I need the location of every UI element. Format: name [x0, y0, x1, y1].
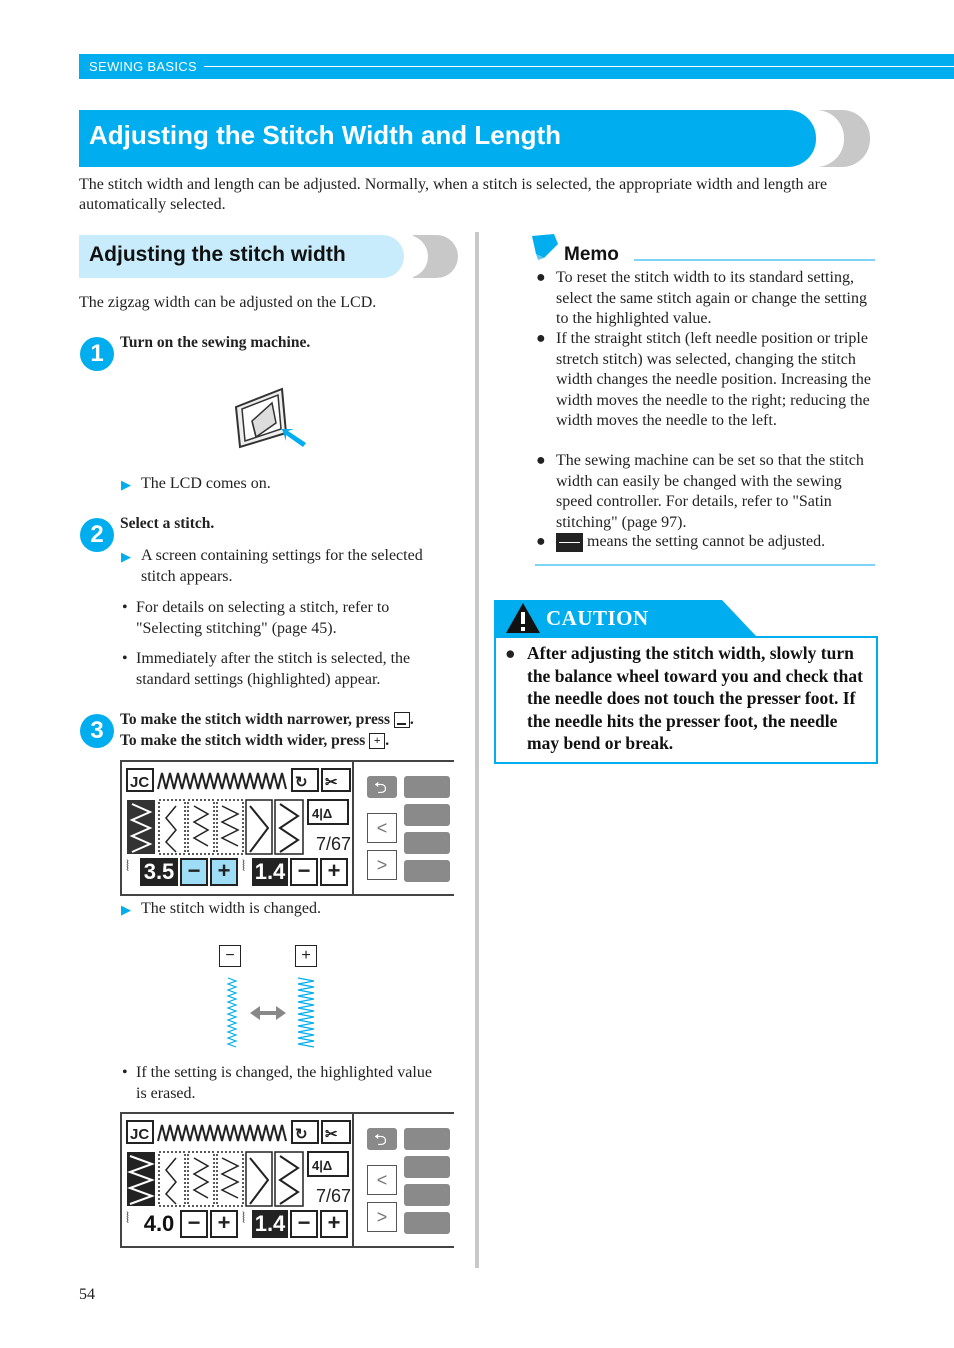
lcd-main-panel: [120, 762, 354, 894]
presser-foot-button[interactable]: [404, 832, 450, 854]
result-arrow-icon: ▶: [121, 477, 131, 492]
step-2-bullet-2: Immediately after the stitch is selected, the standard settings (highlighted) appear.: [136, 650, 411, 688]
back-button[interactable]: [367, 1128, 397, 1150]
bullet-icon: ●: [536, 269, 546, 286]
result-arrow-icon: ▶: [121, 549, 131, 564]
page-title: Adjusting the Stitch Width and Length: [89, 120, 562, 150]
width-zigzag-icon: ⦚: [126, 858, 130, 875]
minus-key-icon: [394, 712, 410, 728]
svg-text:✂: ✂: [325, 774, 338, 791]
plus-key-icon: +: [295, 945, 317, 967]
length-icon: ⦚: [242, 1210, 246, 1227]
bullet-dot: •: [122, 599, 128, 616]
width-comparison-icon: [222, 976, 322, 1050]
step-2-result: A screen containing settings for the selected stitch appears.: [141, 547, 423, 585]
width-minus-button[interactable]: −: [180, 1210, 208, 1238]
column-divider: [475, 232, 479, 1268]
memo-item-text: The sewing machine can be set so that the stitch width can easily be changed with the sewing speed controller. For details, refer to "Satin stitching" (page 97).: [556, 452, 864, 531]
step-3-line-2: To make the stitch width wider, press + .: [120, 732, 390, 749]
memo-item: [536, 532, 876, 553]
step-3-line-2-text: To make the stitch width wider, press: [120, 732, 366, 749]
step-2-bullet-1: For details on selecting a stitch, refer to "Selecting stitching" (page 45).: [136, 599, 390, 637]
warning-icon: [504, 601, 542, 635]
memory-button[interactable]: [404, 1156, 450, 1178]
needle-mode-button[interactable]: [404, 1128, 450, 1150]
svg-text:4|Δ: 4|Δ: [312, 1158, 333, 1173]
prev-page-button[interactable]: <: [367, 813, 397, 843]
step-3-line-1: To make the stitch width narrower, press .: [120, 711, 414, 728]
length-minus-button[interactable]: −: [290, 1210, 318, 1238]
bullet-icon: ●: [536, 330, 546, 347]
intro-paragraph: The stitch width and length can be adjusted. Normally, when a stitch is selected, the appropriate width and length are automatically selected.: [79, 176, 828, 213]
length-icon: ⦚: [242, 858, 246, 875]
svg-text:JC: JC: [130, 774, 150, 791]
memo-item-text-tail: means the setting cannot be adjusted.: [587, 533, 826, 550]
needle-mode-button[interactable]: [404, 776, 450, 798]
width-plus-button[interactable]: +: [210, 1210, 238, 1238]
memo-item: [536, 329, 876, 432]
bullet-icon: ●: [536, 533, 546, 550]
svg-text:4|Δ: 4|Δ: [312, 806, 333, 821]
width-zigzag-icon: ⦚: [126, 1210, 130, 1227]
lcd-screen-1: [120, 760, 454, 896]
caution-text: After adjusting the stitch width, slowly turn the balance wheel toward you and check that the needle does not touch the presser foot. If the needle hits the presser foot, the needle may bend or break.: [527, 643, 863, 753]
presser-foot-button[interactable]: [404, 1184, 450, 1206]
back-button[interactable]: [367, 776, 397, 798]
stitch-length-value: 1.4: [252, 858, 288, 886]
svg-text:✂: ✂: [325, 1126, 338, 1143]
length-plus-button[interactable]: +: [320, 1210, 348, 1238]
memo-pencil-icon: [528, 232, 562, 262]
disabled-setting-icon: [556, 533, 583, 552]
stitch-length-value: 1.4: [252, 1210, 288, 1238]
settings-button[interactable]: [404, 860, 450, 882]
step-1-title: Turn on the sewing machine.: [120, 334, 311, 351]
page-number: 54: [79, 1286, 95, 1303]
section-title: Adjusting the stitch width: [89, 243, 346, 266]
step-2-number: 2: [80, 518, 114, 552]
bullet-dot: •: [122, 650, 128, 667]
bullet-icon: ●: [505, 643, 516, 663]
section-label: SEWING BASICS: [89, 59, 197, 74]
header-rule: [204, 66, 954, 67]
step-3-number: 3: [80, 714, 114, 748]
svg-text:↻: ↻: [295, 774, 308, 791]
plus-key-icon: +: [369, 733, 385, 749]
power-switch-icon: [230, 385, 312, 451]
minus-key-icon: −: [219, 945, 241, 967]
step-3-result: The stitch width is changed.: [141, 900, 321, 917]
memo-title: Memo: [564, 244, 619, 265]
memo-item: [536, 451, 876, 533]
memory-button[interactable]: [404, 804, 450, 826]
svg-text:JC: JC: [130, 1126, 150, 1143]
svg-text:↻: ↻: [295, 1126, 308, 1143]
lcd-main-panel: [120, 1114, 354, 1246]
width-plus-button[interactable]: +: [210, 858, 238, 886]
section-lead: The zigzag width can be adjusted on the LCD.: [79, 294, 377, 311]
lcd-screen-2: [120, 1112, 454, 1248]
stitch-count: 7/67: [316, 834, 352, 854]
next-page-button[interactable]: >: [367, 850, 397, 880]
step-3-bullet: If the setting is changed, the highlighted value is erased.: [136, 1064, 432, 1102]
caution-label: CAUTION: [546, 606, 649, 630]
next-page-button[interactable]: >: [367, 1202, 397, 1232]
back-icon: ⮌: [374, 1132, 387, 1149]
length-plus-button[interactable]: +: [320, 858, 348, 886]
memo-item-text: If the straight stitch (left needle position or triple stretch stitch) was selected, changing the stitch width changes the needle position. Increasing the width moves the needle to the right; reducing the width moves the needle to the left.: [556, 330, 872, 429]
bullet-dot: •: [122, 1064, 128, 1081]
stitch-pattern-strip: [126, 1119, 352, 1147]
memo-rule-top: [634, 259, 875, 261]
prev-page-button[interactable]: <: [367, 1165, 397, 1195]
settings-button[interactable]: [404, 1212, 450, 1234]
back-icon: ⮌: [374, 780, 387, 797]
bullet-icon: ●: [536, 452, 546, 469]
memo-rule-bottom: [535, 564, 875, 566]
result-arrow-icon: ▶: [121, 902, 131, 917]
memo-item-text: To reset the stitch width to its standard setting, select the same stitch again or change the setting to the highlighted value.: [556, 269, 867, 327]
memo-item-text: [556, 532, 876, 553]
memo-item: [536, 268, 876, 330]
step-2-title: Select a stitch.: [120, 515, 215, 532]
stitch-width-value: 3.5: [140, 858, 178, 886]
step-1-number: 1: [80, 337, 114, 371]
step-1-result: The LCD comes on.: [141, 475, 271, 492]
stitch-pattern-strip: [126, 767, 352, 795]
stitch-count: 7/67: [316, 1186, 352, 1206]
stitch-width-value: 4.0: [143, 1211, 175, 1236]
length-minus-button[interactable]: −: [290, 858, 318, 886]
width-minus-button[interactable]: −: [180, 858, 208, 886]
step-3-line-1-text: To make the stitch width narrower, press: [120, 711, 390, 728]
